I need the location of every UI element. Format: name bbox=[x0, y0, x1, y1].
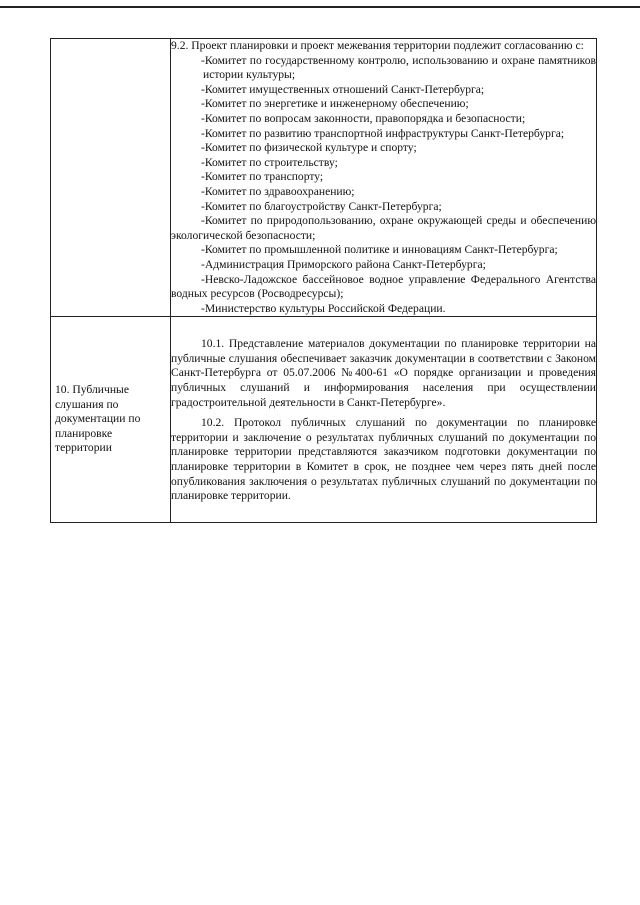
approval-list bbox=[171, 54, 596, 317]
page-top-rule bbox=[0, 6, 640, 8]
section-10-paragraph-1: 10.1. Представление материалов документации по планировке территории на публичные слушания обеспечивает заказчик документации в соответствии с Законом Санкт-Петербурга от 05.07.2006 №400-61 «О порядке организации и проведения публичных слушаний и информирования населения при осуществлении градостроительной деятельности в Санкт-Петербурге». bbox=[171, 337, 596, 409]
list-item: -Комитет по энергетике и инженерному обеспечению; bbox=[201, 97, 469, 111]
list-item: -Комитет по развитию транспортной инфраструктуры Санкт-Петербурга; bbox=[201, 126, 565, 140]
list-item: -Комитет по природопользованию, охране окружающей среды и обеспечению экологической безопасности; bbox=[171, 214, 596, 242]
section-9-content-cell bbox=[171, 39, 597, 317]
list-item: -Министерство культуры Российской Федерации. bbox=[201, 301, 446, 315]
list-item: -Комитет имущественных отношений Санкт-Петербурга; bbox=[201, 82, 485, 96]
section-10-paragraph-2: 10.2. Протокол публичных слушаний по документации по планировке территории и заключение о результатах публичных слушаний по документации по планировке территории представляются заказчиком подготовки документации по планировке территории в Комитет в срок, не позднее чем через пять дней после опубликования заключения о результатах публичных слушаний по документации по планировке территории. bbox=[171, 416, 596, 503]
list-item: -Комитет по государственному контролю, использованию и охране памятников истории культуры; bbox=[201, 53, 596, 82]
table-row-section-10 bbox=[51, 317, 597, 523]
list-item: -Комитет по здравоохранению; bbox=[201, 184, 355, 198]
list-item: -Комитет по строительству; bbox=[201, 155, 338, 169]
list-item: -Комитет по физической культуре и спорту; bbox=[201, 141, 417, 155]
list-item: -Комитет по транспорту; bbox=[201, 170, 324, 184]
list-item: -Администрация Приморского района Санкт-Петербурга; bbox=[201, 257, 486, 271]
requirements-table bbox=[50, 38, 597, 523]
list-item: -Невско-Ладожское бассейновое водное управление Федерального Агентства водных ресурсов (Росводресурсы); bbox=[171, 272, 596, 301]
list-item: -Комитет по вопросам законности, правопорядка и безопасности; bbox=[201, 111, 526, 125]
section-10-content-cell bbox=[171, 317, 597, 523]
table-row-section-9 bbox=[51, 39, 597, 317]
section-9-title-cell bbox=[51, 39, 171, 317]
list-item: -Комитет по благоустройству Санкт-Петербурга; bbox=[201, 199, 442, 213]
section-9-intro: 9.2. Проект планировки и проект межевания территории подлежит согласованию с: bbox=[171, 39, 584, 52]
section-10-title: 10. Публичные слушания по документации по планировке территории bbox=[51, 317, 171, 523]
list-item: -Комитет по промышленной политике и инновациям Санкт-Петербурга; bbox=[201, 243, 558, 257]
